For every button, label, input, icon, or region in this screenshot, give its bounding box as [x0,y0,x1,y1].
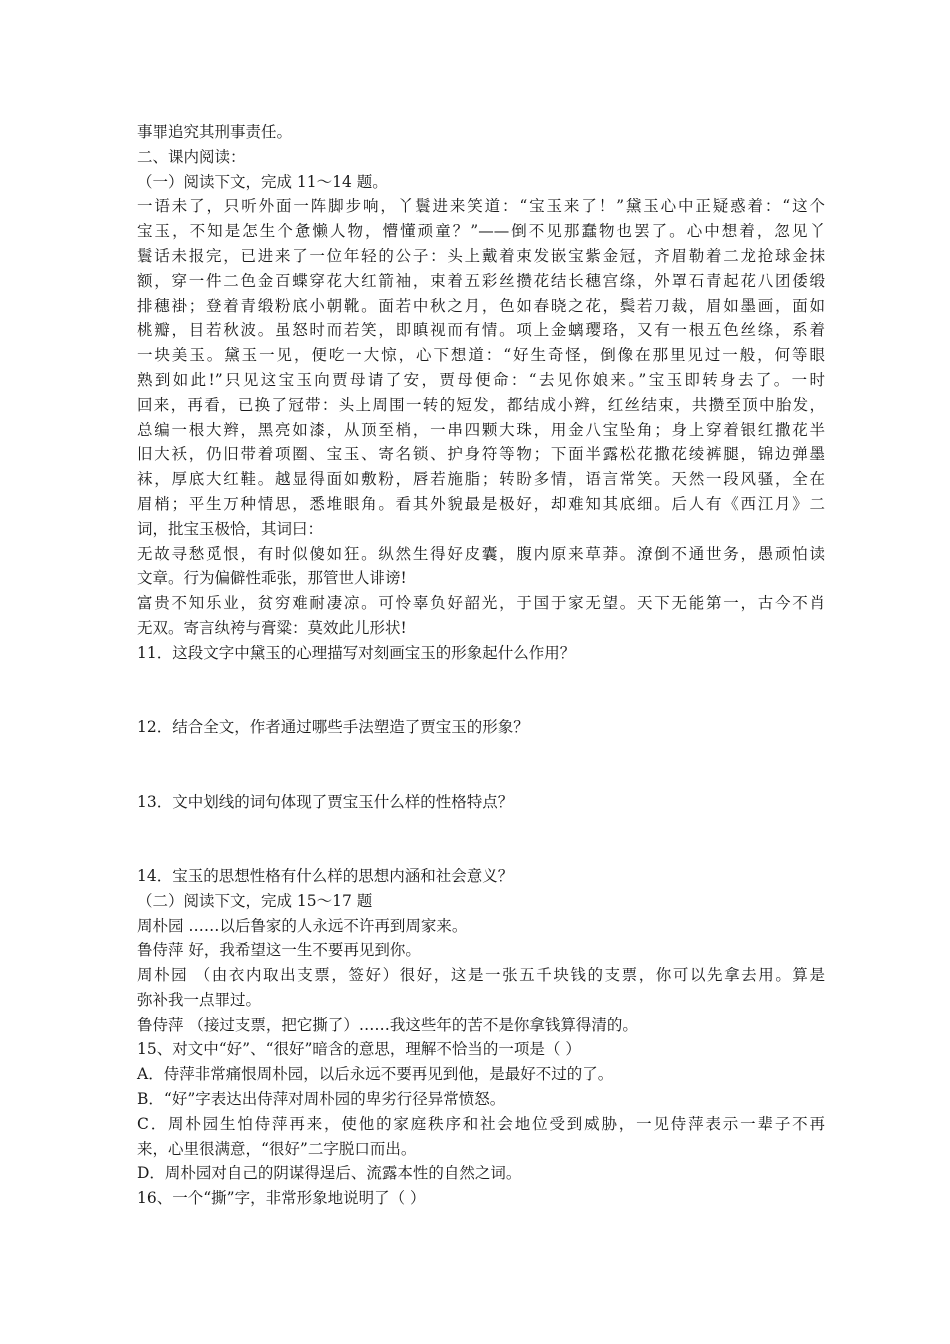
passage-line: 总编一根大辫，黑亮如漆，从顶至梢，一串四颗大珠，用金八宝坠角；身上穿着银红撒花半 [137,420,825,439]
passage-line: 排穗褂；登着青缎粉底小朝靴。面若中秋之月，色如春晓之花，鬓若刀裁，眉如墨画，面如 [137,296,825,315]
question-13: 13．文中划线的词句体现了贾宝玉什么样的性格特点？ [137,792,514,811]
dialogue-line: 周朴园 （由衣内取出支票，签好）很好，这是一张五千块钱的支票，你可以先拿去用。算是 [137,966,825,985]
passage-line: 熟到如此!”只见这宝玉向贾母请了安，贾母便命：“去见你娘来。”宝玉即转身去了。一时 [137,370,825,389]
dialogue-line: 鲁侍萍 （接过支票，把它撕了）……我这些年的苦不是你拿钱算得清的。 [137,1015,638,1034]
subsection-heading: （一）阅读下文，完成 11～14 题。 [137,172,388,191]
passage-line: 桃瓣，目若秋波。虽怒时而若笑，即瞋视而有情。项上金螭璎珞，又有一根五色丝绦，系着 [137,321,825,340]
question-15: 15、对文中“好”、“很好”暗含的意思，理解不恰当的一项是（ ） [137,1040,581,1059]
option-b: B．“好”字表达出侍萍对周朴园的卑劣行径异常愤怒。 [137,1090,506,1109]
passage-line: 宝玉，不知是怎生个惫懒人物，懵懂顽童？”——倒不见那蠢物也罢了。心中想着，忽见丫 [137,222,825,241]
poem-line: 无双。寄言纨袴与膏粱：莫效此儿形状! [137,618,407,637]
passage-line: 一块美玉。黛玉一见，便吃一大惊，心下想道：“好生奇怪，倒像在那里见过一般，何等眼 [137,346,825,365]
dialogue-line: 鲁侍萍 好，我希望这一生不要再见到你。 [137,941,421,960]
passage-line: 旧大袄，仍旧带着项圈、宝玉、寄名锁、护身符等物；下面半露松花撒花绫裤腿，锦边弹墨 [137,445,825,464]
question-12: 12．结合全文，作者通过哪些手法塑造了贾宝玉的形象？ [137,718,529,737]
option-c-continued: 来，心里很满意，“很好”二字脱口而出。 [137,1139,417,1158]
question-14: 14．宝玉的思想性格有什么样的思想内涵和社会意义？ [137,866,514,885]
text-line: 事罪追究其刑事责任。 [137,123,293,141]
passage-line: 回来，再看，已换了冠带：头上周围一转的短发，都结成小辫，红丝结束，共攒至顶中胎发， [137,395,825,414]
option-c: C．周朴园生怕侍萍再来，使他的家庭秩序和社会地位受到威胁，一见侍萍表示一辈子不再 [137,1114,825,1133]
passage-line: 眉梢；平生万种情思，悉堆眼角。看其外貌最是极好，却难知其底细。后人有《西江月》二 [137,494,825,513]
passage-line: 袜，厚底大红鞋。越显得面如敷粉，唇若施脂；转盼多情，语言常笑。天然一段风骚，全在 [137,470,825,489]
passage-line: 词，批宝玉极恰，其词曰： [137,519,324,538]
subsection-heading: （二）阅读下文，完成 15～17 题 [137,891,373,910]
answer-space [137,814,825,864]
section-heading: 二、课内阅读： [137,147,246,166]
question-11: 11．这段文字中黛玉的心理描写对刻画宝玉的形象起什么作用？ [137,643,576,662]
passage-line: 鬟话未报完，已进来了一位年轻的公子：头上戴着束发嵌宝紫金冠，齐眉勒着二龙抢球金抹 [137,246,825,265]
poem-line: 富贵不知乐业，贫穷难耐凄凉。可怜辜负好韶光，于国于家无望。天下无能第一，古今不肖 [137,594,825,613]
dialogue-line: 弥补我一点罪过。 [137,990,262,1009]
answer-space [137,740,825,790]
question-16: 16、一个“撕”字，非常形象地说明了（ ） [137,1189,426,1208]
answer-space [137,666,825,716]
poem-line: 文章。行为偏僻性乖张，那管世人诽谤! [137,569,407,588]
passage-line: 额，穿一件二色金百蝶穿花大红箭袖，束着五彩丝攒花结长穗宫绦，外罩石青起花八团倭缎 [137,271,825,290]
dialogue-line: 周朴园 ……以后鲁家的人永远不许再到周家来。 [137,916,468,935]
passage-line: 一语未了，只听外面一阵脚步响，丫鬟进来笑道：“宝玉来了！”黛玉心中正疑惑着：“这个 [137,197,825,216]
document-body [137,120,825,1211]
poem-line: 无故寻愁觅恨，有时似傻如狂。纵然生得好皮囊，腹内原来草莽。潦倒不通世务，愚顽怕读 [137,544,825,563]
option-a: A．侍萍非常痛恨周朴园，以后永远不要再见到他，是最好不过的了。 [137,1065,614,1084]
option-d: D．周朴园对自己的阴谋得逞后、流露本性的自然之词。 [137,1164,522,1183]
